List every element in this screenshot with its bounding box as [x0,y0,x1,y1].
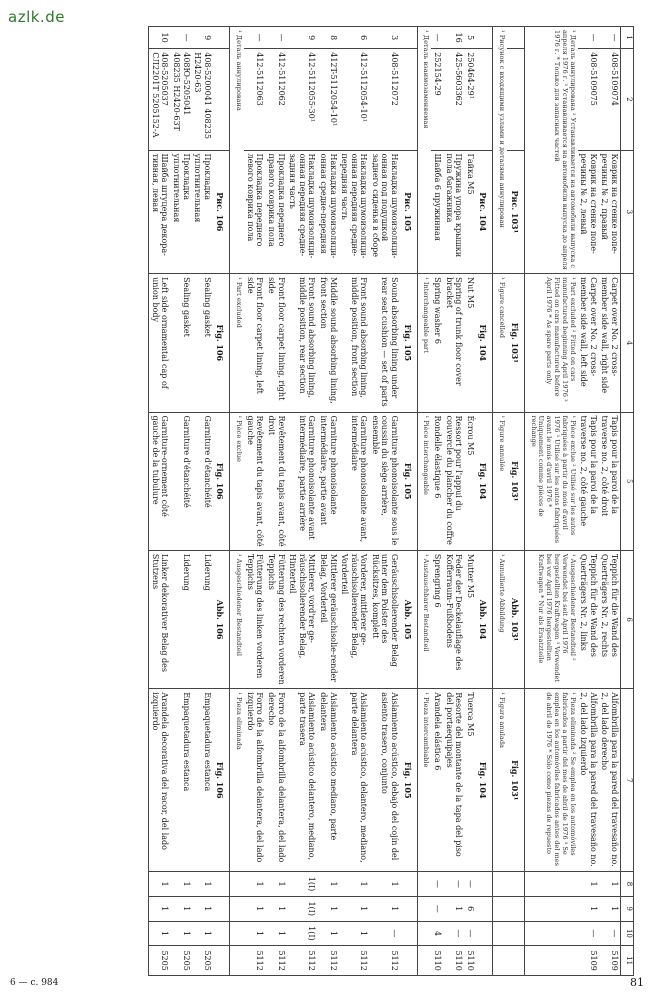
spacer-cell [476,896,493,921]
footnote-row [230,27,244,976]
qty-model-3: 1 [192,921,213,946]
figure-heading-row [213,27,230,976]
spacer-cell [417,921,431,946]
name-german: Fütterung des rechten vorderen Teppichs [265,550,286,688]
name-spanish: Arandela elástica 6 [431,689,443,872]
name-english: Spring of trunk floor cover bracket [443,274,464,412]
position-number: — [170,27,191,49]
name-french: Tapis pour la paroi de la traverse no. 2, côté droit [599,412,621,550]
figure-label-russian: Рис. 105 [400,150,417,274]
name-russian: Прокладка переднего правого коврика пола [265,150,286,274]
name-russian: Накладка шумоизоляци-онная средне-передняя [317,150,338,274]
group-number: 5112 [244,946,265,976]
name-spanish: Alfombrilla para la pared del travesaño no. 2, del lado derecho [599,689,621,872]
figure-label-english: Fig. 106 [213,274,230,412]
spacer-cell [213,946,230,976]
spacer-cell [400,49,417,150]
qty-model-2: 1 [244,896,265,921]
name-french: Garniture-ornement côté gauche de la tubulure [149,412,171,550]
spacer-cell [230,921,244,946]
part-number: 408-5205037 СЛ2201Т 5205152-А [149,49,171,150]
name-russian: Пружина упора крышки пола багажника [443,150,464,274]
spacer-cell [230,896,244,921]
spacer-cell [493,921,507,946]
qty-model-3: 1 [265,921,286,946]
name-french: Garniture phonoisolante intermédiaire, partie avant [317,412,338,550]
part-number: 412-5112055-30¹ [287,49,318,150]
figure-label-spanish: Fig. 106 [213,689,230,872]
column-header: 4 [621,274,634,412]
name-english: Left side ornamental cap of union body [149,274,171,412]
part-number: 412-5112062 [265,49,286,150]
name-german: Geräuschisolierender Belag unter dem Polster des Rücksitzes, komplett [369,550,400,688]
table-row [244,27,265,976]
qty-model-2: 1 [317,896,338,921]
group-number: 5112 [369,946,400,976]
name-french: Revêtement du tapis avant, côté droit [265,412,286,550]
group-number: 5110 [464,946,476,976]
table-row [339,27,370,976]
figure-label-russian: Рис. 106 [213,150,230,274]
group-number: 5109 [578,946,599,976]
qty-model-1: 1 [265,872,286,897]
name-english: Front sound absorbing lining, middle position, front section [339,274,370,412]
spacer-cell [417,946,431,976]
spacer-cell [213,896,230,921]
position-number: 9 [287,27,318,49]
spacer-cell [400,27,417,49]
qty-model-2: 1 [192,896,213,921]
table-row [265,27,286,976]
qty-model-2: 1(I) [287,896,318,921]
qty-model-2: 6 [464,896,476,921]
name-german: Mittlerer, vord'rer ge-räuschisolierender Belag, Hinterteil [287,550,318,688]
qty-model-2: 1 [443,896,464,921]
footnote-french: ¹ Pièce interchangeable [417,412,431,550]
qty-model-1: 1 [149,872,171,897]
figure-heading-row [476,27,493,976]
group-number: 5112 [339,946,370,976]
name-spanish: Forro de la alfombrilla delantera, del lado derecho [265,689,286,872]
group-number: 5112 [265,946,286,976]
table-row [287,27,318,976]
figure-label-russian: Рис. 104 [476,150,493,274]
name-english: Sound absorbing lining under rear seat cushion — set of parts [369,274,400,412]
qty-model-1: 1 [578,872,599,897]
group-number: 5205 [149,946,171,976]
figure-label-russian: Рис. 103¹ [507,150,524,274]
part-number: 408-5200041 408235 Н2420-63 [192,49,213,150]
spacer-cell [476,921,493,946]
figure-label-french: Fig. 105 [400,412,417,550]
name-english: Sealing gasket [170,274,191,412]
part-number: 412T-5112054-10¹ [317,49,338,150]
name-russian: Накладка шумоизоляци-онная передняя средне-передняя часть [339,150,370,274]
name-russian: Накладка шумоизоляци-онная передняя средне-задняя часть [287,150,318,274]
name-spanish: Tuerca M5 [464,689,476,872]
footnote-english: ¹ Part excluded [230,274,244,412]
table-row [192,27,213,976]
qty-model-1: 1(I) [287,872,318,897]
name-french: Garniture phonoisolante avant intermédiaire, partie arrière [287,412,318,550]
column-header: 5 [621,412,634,550]
position-number: — [599,27,621,49]
column-header: 3 [621,150,634,274]
position-number: 8 [317,27,338,49]
name-russian: Прокладка уплотнительная [192,150,213,274]
parts-table [148,26,634,976]
name-german: Mittlerer geräuschisolie-render Belag, Vorderteil [317,550,338,688]
qty-model-2: 1 [265,896,286,921]
position-number: 9 [192,27,213,49]
qty-model-1: — [464,872,476,897]
name-german: Liderung [170,550,191,688]
footnote-spanish: ¹ Pieza intercambiable [417,689,431,872]
spacer-cell [213,872,230,897]
qty-model-3: 1 [317,921,338,946]
spacer-cell [417,896,431,921]
name-french: Ressort pour l'appui du couvercle du plancher du coffre [443,412,464,550]
name-russian: Шайба штуцера декора-тивная, левая [149,150,171,274]
qty-model-3: 4 [431,921,443,946]
name-french: Garniture d'étanchéité [192,412,213,550]
group-number: 5205 [170,946,191,976]
spacer-cell [507,49,524,150]
name-german: Vorderer, mittlerer ge-räuschisolierender Belag, Vorderteil [339,550,370,688]
name-german: Mutter M5 [464,550,476,688]
column-header: 2 [621,49,634,150]
spacer-cell [493,872,507,897]
column-header: 8 [621,872,634,897]
name-french: Écrou M5 [464,412,476,550]
qty-model-1: 1 [339,872,370,897]
name-russian: Шайба 6 пружинная [431,150,443,274]
group-number: 5110 [431,946,443,976]
name-english: Carpet over No. 2 cross-member side wall, left side [578,274,599,412]
table-row [431,27,443,976]
position-number: 3 [369,27,400,49]
table-row [464,27,476,976]
figure-heading-row [507,27,524,976]
name-russian: Коврик на стенке попе-речины № 2, правый [599,150,621,274]
position-number: — [431,27,443,49]
spacer-cell [476,872,493,897]
part-number: 252154-29 [431,49,443,150]
figure-label-english: Fig. 103¹ [507,274,524,412]
footnote-german: ¹ Austauschbarer Bestandteil [417,550,431,688]
table-row [170,27,191,976]
name-spanish: Alfombrilla para la pared del travesaño no. 2, del lado izquierdo [578,689,599,872]
spacer-cell [213,27,230,49]
position-number: 16 [443,27,464,49]
qty-model-3: — [599,921,621,946]
part-number: 412-5112054-10¹ [339,49,370,150]
figure-label-german: Abb. 105 [400,550,417,688]
spacer-cell [507,872,524,897]
spacer-cell [476,946,493,976]
name-spanish: Aislamiento acústico mediano, parte delantera [317,689,338,872]
qty-model-3: — [369,921,400,946]
table-row [149,27,171,976]
footnote-russian: ¹ Деталь аннулирована [230,27,244,274]
name-german: Teppich für die Wand des Querträgers Nr. 2, links [578,550,599,688]
page-number: 81 [630,976,644,989]
footnote-german: ¹ Ausgeschiedener Bestandteil [230,550,244,688]
footnote-russian: ¹ Деталь аннулирована ² Устанавливается на автомобили выпуска с апреля 1976 г. ³ Устанавливается на автомобили выпуска до апреля 1976 г. * Только для запасных частей [524,27,577,274]
qty-model-1: — [431,872,443,897]
figure-label-english: Fig. 105 [400,274,417,412]
qty-model-2: 1 [578,896,599,921]
footnote-russian: ¹ Деталь взаимозаменяемая [417,27,431,274]
footnote-row [524,27,577,976]
figure-label-spanish: Fig. 105 [400,689,417,872]
name-english: Nut M5 [464,274,476,412]
column-header: 1 [621,27,634,49]
spacer-cell [476,27,493,49]
figure-label-french: Fig. 106 [213,412,230,550]
group-number: 5110 [443,946,464,976]
footnote-row [493,27,507,976]
position-number: — [265,27,286,49]
figure-label-german: Abb. 104 [476,550,493,688]
site-watermark: azlk.de [8,8,65,26]
footer-print-code: 6 — с. 984 [10,978,59,988]
footnote-russian: ¹ Рисунок с входящими узлами и деталями аннулирован [493,27,507,274]
figure-label-spanish: Fig. 103¹ [507,689,524,872]
qty-model-3: 1 [244,921,265,946]
name-spanish: Forro de la alfombrilla delantera, del lado izquierdo [244,689,265,872]
part-number: 408-5109075 [578,49,599,150]
name-russian: Прокладка уплотнительная [170,150,191,274]
qty-model-1: 1 [244,872,265,897]
footnote-english: ¹ Figure cancelled [493,274,507,412]
figure-heading-row [400,27,417,976]
name-german: Feder der Deckelauflage des Kofferraum-Fußbodens [443,550,464,688]
spacer-cell [230,872,244,897]
footnote-spanish: ¹ Pieza eliminada [230,689,244,872]
figure-label-german: Abb. 103¹ [507,550,524,688]
part-number: 408-5112072 [369,49,400,150]
name-french: Garniture phonoisolante avant, intermédiaire [339,412,370,550]
figure-label-english: Fig. 104 [476,274,493,412]
footnote-french: ¹ Pièce exclue ² Utilisé sur les autos fabriquées à partir du mois d'avril 1976 ³ Utilisé sur les autos fabriquées avant le mois d'avril 1976 * Uniquement comme pièces de rechange [524,412,577,550]
spacer-cell [400,896,417,921]
footnote-spanish: ¹ Figura anulada [493,689,507,872]
group-number: 5205 [192,946,213,976]
column-header: 11 [621,946,634,976]
name-french: Tapis pour la paroi de la traverse no. 2, côté gauche [578,412,599,550]
footnote-french: ¹ Pièce exclue [230,412,244,550]
name-french: Garniture phonoisolante sous le coussin du siège arrière, ensemble [369,412,400,550]
parts-catalog-sheet [22,26,634,976]
name-russian: Накладка шумоизоляци-онная под подушкой заднего сиденья в сборе [369,150,400,274]
group-number: 5112 [287,946,318,976]
spacer-cell [507,921,524,946]
position-number: 6 [339,27,370,49]
qty-model-3: — [578,921,599,946]
name-spanish: Arandela decorativa del racor, del lado izquierdo [149,689,171,872]
qty-model-1: 1 [170,872,191,897]
part-number: 412-5112063 [244,49,265,150]
name-german: Sprengring 6 [431,550,443,688]
spacer-cell [417,872,431,897]
footnote-french: ¹ Figure annulée [493,412,507,550]
qty-model-1: 1 [599,872,621,897]
table-body [149,27,621,976]
column-header: 6 [621,550,634,688]
spacer-cell [400,921,417,946]
spacer-cell [524,921,577,946]
footnote-english: ¹ Part excluded ² Fitted on cars manufactured beginning April 1976 ³ Fitted on cars manufactured before April 1976 * As spare parts only [524,274,577,412]
name-spanish: Aislamiento acústico, debajo del cojín del asiento trasero, conjunto [369,689,400,872]
qty-model-2: 1 [369,896,400,921]
qty-model-3: 1(I) [287,921,318,946]
spacer-cell [493,946,507,976]
table-row [578,27,599,976]
table-row [599,27,621,976]
name-spanish: Empaquetadura estanca [170,689,191,872]
figure-label-french: Fig. 104 [476,412,493,550]
figure-label-spanish: Fig. 104 [476,689,493,872]
figure-label-french: Fig. 103¹ [507,412,524,550]
qty-model-2: 1 [170,896,191,921]
part-number: 425-5603362 [443,49,464,150]
qty-model-1: — [443,872,464,897]
position-number: 5 [464,27,476,49]
spacer-cell [230,946,244,976]
name-english: Carpet over No. 2 cross-member side wall, right side [599,274,621,412]
name-english: Sealing gasket [192,274,213,412]
qty-model-2: 1 [149,896,171,921]
spacer-cell [507,946,524,976]
qty-model-1: 1 [317,872,338,897]
name-russian: Прокладка переднего левого коврика пола [244,150,265,274]
group-number: 5112 [317,946,338,976]
spacer-cell [524,896,577,921]
table-row [369,27,400,976]
table-row [317,27,338,976]
figure-label-german: Abb. 106 [213,550,230,688]
part-number: 250464-29¹ [464,49,476,150]
name-spanish: Resorte del montante de la tapa del piso del portaequipajes [443,689,464,872]
qty-model-3: 1 [149,921,171,946]
spacer-cell [213,49,230,150]
name-english: Front floor carpet lining, right side [265,274,286,412]
footnote-row [417,27,431,976]
spacer-cell [507,896,524,921]
column-header: 10 [621,921,634,946]
position-number: — [244,27,265,49]
part-number: 408Ю-5205041 408235 Н2420-63Т [170,49,191,150]
name-russian: Коврик на стенке попе-речины № 2, левый [578,150,599,274]
name-spanish: Aislamiento acústico delantero, mediano, parte trasera [287,689,318,872]
spacer-cell [400,872,417,897]
name-french: Rondelle élastique 6 [431,412,443,550]
qty-model-1: 1 [369,872,400,897]
name-english: Front floor carpet lining, left side [244,274,265,412]
qty-model-2: 1 [599,896,621,921]
footnote-english: ¹ Interchangeable part [417,274,431,412]
name-russian: Гайка М5 [464,150,476,274]
spacer-cell [507,27,524,49]
part-number: 408-5109074 [599,49,621,150]
group-number: 5109 [599,946,621,976]
qty-model-3: — [464,921,476,946]
qty-model-3: 1 [170,921,191,946]
column-header: 7 [621,689,634,872]
qty-model-3: — [443,921,464,946]
qty-model-2: 1 [339,896,370,921]
qty-model-3: 1 [339,921,370,946]
spacer-cell [524,946,577,976]
spacer-cell [476,49,493,150]
qty-model-1: 1 [192,872,213,897]
column-header-row [621,27,634,976]
name-german: Liderung [192,550,213,688]
name-spanish: Aislamiento acústico, delantero, mediano, parte delantera [339,689,370,872]
qty-model-2: — [431,896,443,921]
table-row [443,27,464,976]
name-french: Garniture d'étanchéité [170,412,191,550]
footnote-spanish: ¹ Pieza eliminada ² Se emplea en los automóviles fabricados a partir del mes de abril de 1976 ³ Se emplea en los automóviles fabricados antes del mes de abril de 1976 * Sólo como piezas de repuesto [524,689,577,872]
name-english: Front sound absorbing lining, middle position, rear section [287,274,318,412]
name-german: Teppich für die Wand des Querträgers Nr. 2, rechts [599,550,621,688]
position-number: 10 [149,27,171,49]
position-number: — [578,27,599,49]
footnote-german: ¹ Annullierte Abbildung [493,550,507,688]
name-english: Middle sound absorbing lining, front section [317,274,338,412]
spacer-cell [524,872,577,897]
name-spanish: Empaquetadura estanca [192,689,213,872]
spacer-cell [213,921,230,946]
name-german: Linker dekorativer Belag des Stutzens [149,550,171,688]
column-header: 9 [621,896,634,921]
footnote-german: ¹ Ausgeschiedener Bestandteil ² Verwendet bei seit April 1976 hergestellten Kraftwagen ³ Verwendet bei vor April 1976 hergestellten Kraftwagen * Nur als Ersatzteile [524,550,577,688]
name-french: Revêtement du tapis avant, côté gauche [244,412,265,550]
name-english: Spring washer 6 [431,274,443,412]
spacer-cell [400,946,417,976]
spacer-cell [493,896,507,921]
name-german: Fütterung des linken vorderen Teppichs [244,550,265,688]
